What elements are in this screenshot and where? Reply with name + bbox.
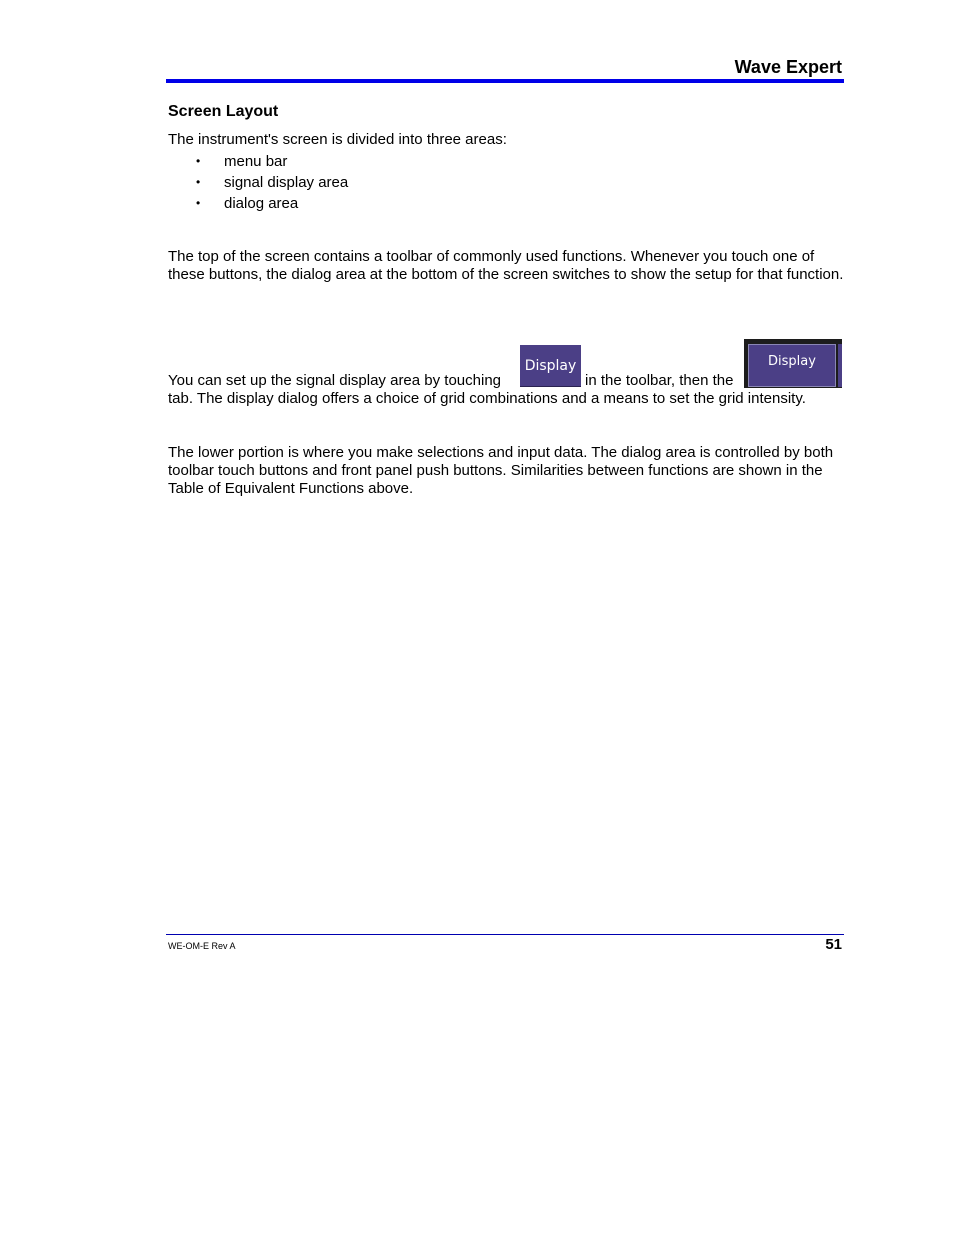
footer-doc-id: WE-OM-E Rev A	[168, 941, 236, 951]
display-paragraph-line1b	[585, 372, 733, 390]
display-paragraph-line1	[168, 372, 501, 390]
page-number: 51	[825, 936, 842, 953]
display-tab-frame	[744, 339, 842, 388]
list-item	[168, 193, 348, 214]
header-title: Wave Expert	[734, 57, 842, 77]
list-item-label: signal display area	[224, 174, 349, 191]
intro-paragraph: The instrument's screen is divided into three areas:	[168, 131, 507, 148]
bullet-icon: •	[196, 196, 201, 210]
display-paragraph-line2: tab. The display dialog offers a choice of grid combinations and a means to set the grid intensity.	[168, 390, 806, 407]
display-toolbar-button[interactable]: Display	[520, 345, 581, 387]
dialog-area-paragraph: The lower portion is where you make selections and input data. The dialog area is controlled by both toolbar touch buttons and front panel push buttons. Similarities between functions are shown in the Table of Equivalent Functions above.	[168, 444, 834, 497]
list-item-label: dialog area	[224, 195, 299, 212]
bullet-icon: •	[196, 154, 201, 168]
bullet-icon: •	[196, 175, 201, 189]
display-text-part1: You can set up the signal display area by touching	[168, 372, 502, 389]
list-item	[168, 151, 348, 172]
footer-rule	[166, 934, 844, 935]
display-text-part2: in the toolbar, then the	[585, 372, 734, 389]
list-item-label: menu bar	[224, 153, 288, 170]
header-rule	[166, 79, 844, 83]
display-tab-button[interactable]: Display	[748, 344, 836, 387]
screen-areas-list	[168, 151, 348, 214]
toolbar-paragraph: The top of the screen contains a toolbar of commonly used functions. Whenever you touch one of these buttons, the dialog area at the bottom of the screen switches to show the setup for that function.	[168, 248, 844, 283]
list-item	[168, 172, 348, 193]
next-tab-edge	[838, 344, 842, 387]
section-heading: Screen Layout	[168, 103, 279, 120]
